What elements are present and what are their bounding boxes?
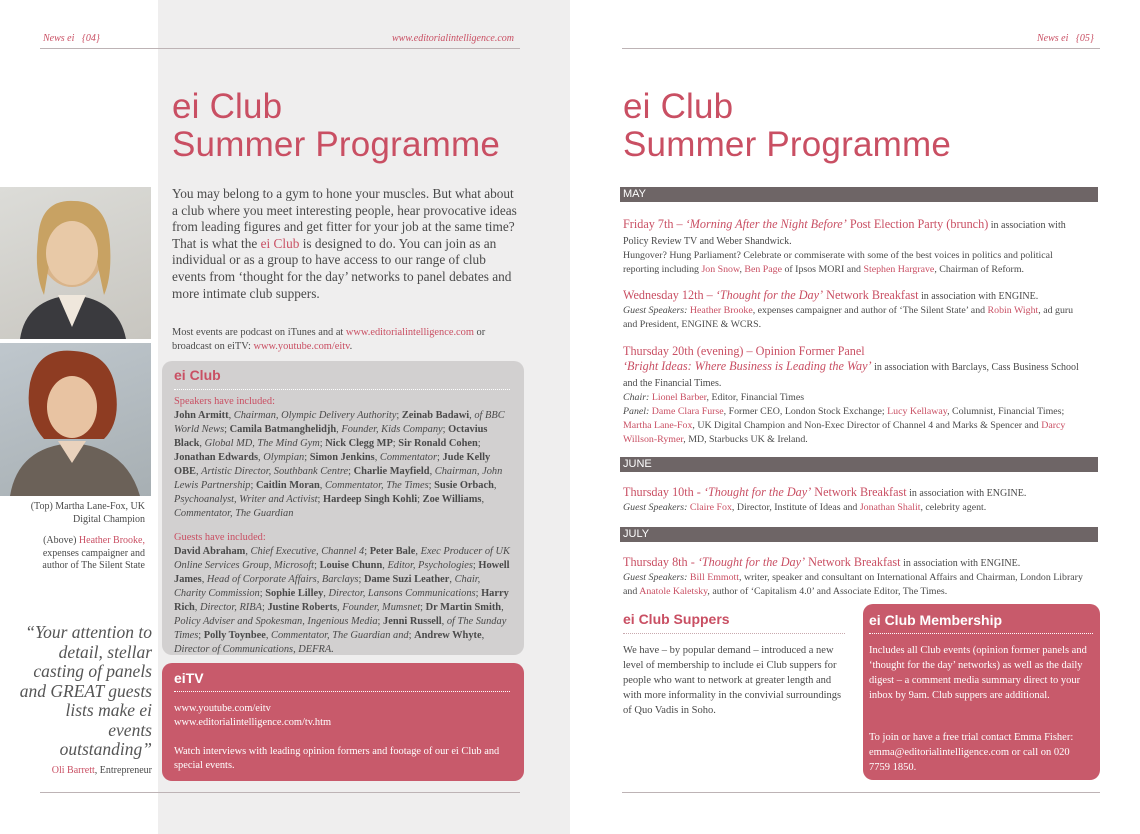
month-bar-july: JULY (620, 527, 1098, 542)
speaker-name: Ben Page (744, 264, 782, 275)
person-role: of BBC World News (174, 410, 505, 435)
podcast-note (172, 326, 522, 355)
speaker-role: , ad guru and President, ENGINE & WCRS. (623, 305, 1074, 330)
person-role: Chairman, John Lewis Partnership (174, 466, 503, 491)
speaker-name: Heather Brooke (689, 305, 753, 316)
event-association: in association with ENGINE. (918, 291, 1039, 302)
person-name: Jenni Russell (383, 616, 442, 627)
person-name: Zoe Williams (422, 494, 482, 505)
photo-martha-lane-fox (0, 187, 151, 339)
event-may-7 (623, 217, 1083, 277)
person-name: Howell James (174, 560, 510, 585)
membership-contact[interactable]: To join or have a free trial contact Emma Fisher: emma@editorialintelligence.com or call on 020 7759 1850. (869, 732, 1074, 773)
eitv-body: Watch interviews with leading opinion formers and footage of our ei Club and special events. (174, 746, 500, 771)
event-title: ‘Bright Ideas: Where Business is Leading the Way’ (623, 358, 872, 373)
speaker-name: Lucy Kellaway (887, 405, 948, 417)
speakers-section (174, 395, 514, 657)
photo-heather-brooke (0, 343, 151, 496)
speaker-name: Claire Fox (689, 502, 732, 513)
guest-speakers-label: Guest Speakers: (623, 502, 690, 513)
speaker-name: Martha Lane-Fox (623, 419, 693, 431)
event-title-rest: Network Breakfast (805, 555, 901, 569)
person-name: Nick Clegg MP (325, 438, 393, 449)
chair-label: Chair: (623, 391, 652, 403)
event-title: ‘Thought for the Day’ (715, 288, 824, 302)
speaker-role: , writer, speaker and consultant on International Affairs and Chairman, London Library and (623, 572, 1083, 597)
eitv-divider (174, 691, 510, 692)
person-role: Founder, Kids Company (341, 424, 443, 435)
person-name: Andrew Whyte (414, 630, 482, 641)
membership-divider (869, 633, 1093, 634)
podcast-text-b: or broadcast on eiTV: (172, 327, 486, 353)
intro-text-a: You may belong to a gym to hone your muscles. But what about a club where you meet interesting people, hear provocative ideas from leading figures and get fitter for your job at the same time? That is what the (172, 186, 517, 251)
person-name: John Armitt (174, 410, 229, 421)
speaker-role: , Chairman of Reform. (934, 264, 1024, 275)
quote-role: , Entrepreneur (94, 765, 152, 776)
person-role: Founder, Mumsnet (342, 602, 421, 613)
person-role: Chairman, Olympic Delivery Authority (233, 410, 397, 421)
eitv-website-link[interactable]: www.editorialintelligence.com/tv.htm (174, 717, 332, 728)
person-role: Chief Executive, Channel 4 (250, 546, 365, 557)
podcast-website-link[interactable]: www.editorialintelligence.com (345, 327, 474, 338)
event-association: in association with ENGINE. (906, 488, 1027, 499)
title-right-line-1: ei Club (623, 87, 734, 126)
caption-above (20, 535, 145, 573)
header-section: News ei (43, 33, 75, 44)
person-name: Sir Ronald Cohen (398, 438, 478, 449)
speaker-name: Dame Clara Furse (651, 405, 724, 417)
person-name: Peter Bale (369, 546, 416, 557)
guests-list: David Abraham, Chief Executive, Channel 4; Peter Bale, Exec Producer of UK Online Services Group, Microsoft; Louise Chunn, Editor, Psychologies; Howell James, Head of Corporate Affairs, Barclays; Dame Suzi Leather, Chair, Charity Commission; Sophie Lilley, Director, Lansons Communications; Harry Rich, Director, RIBA; Justine Roberts, Founder, Mumsnet; Dr Martin Smith, Policy Adviser and Spokesman, Ingenious Media; Jenni Russell, of The Sunday Times; Polly Toynbee, Commentator, The Guardian and; Andrew Whyte, Director of Communications, DEFRA. (174, 546, 510, 655)
person-name: Hardeep Singh Kohli (323, 494, 418, 505)
pull-quote: “Your attention to detail, stellar casting of panels and GREAT guests lists make ei events outstanding” (19, 622, 152, 759)
event-may-12 (623, 288, 1083, 332)
speaker-role: , Former CEO, London Stock Exchange; (723, 405, 888, 417)
person-name: Sophie Lilley (265, 588, 324, 599)
month-bar-june: JUNE (620, 457, 1098, 472)
person-name: Harry Rich (174, 588, 509, 613)
event-title-rest: Network Breakfast (811, 485, 907, 499)
left-page-header (43, 33, 100, 44)
speaker-name: Darcy Willson-Rymer (623, 419, 1066, 445)
speaker-name: Bill Emmott (689, 572, 740, 583)
speaker-name: Jon Snow (701, 264, 740, 275)
person-role: Commentator, The Guardian and (271, 630, 409, 641)
chair-role: , Editor, Financial Times (706, 391, 805, 403)
suppers-heading: ei Club Suppers (623, 611, 730, 627)
person-role: Director of Communications, DEFRA. (174, 644, 334, 655)
speaker-role: , Columnist, Financial Times; (947, 405, 1065, 417)
speaker-name: Jonathan Shalit (859, 502, 921, 513)
person-role: Chair, Charity Commission (174, 574, 481, 599)
speaker-role: , celebrity agent. (920, 502, 987, 513)
membership-body: Includes all Club events (opinion former panels and ‘thought for the day’ networks) as well as the daily digest – a comment media summary direct to your inbox by 9am. Club suppers are additional. (869, 645, 1087, 701)
event-association: in association with Policy Review TV and Weber Shandwick. (623, 220, 1066, 247)
person-name: David Abraham (174, 546, 246, 557)
event-june-10 (623, 485, 1083, 515)
quote-attribution (22, 764, 152, 778)
event-title: ‘Thought for the Day’ (697, 555, 806, 569)
speaker-role: of Ipsos MORI and (782, 264, 864, 275)
footer-rule-left (40, 792, 520, 793)
right-page-header (1037, 33, 1094, 44)
person-name: Polly Toynbee (203, 630, 266, 641)
eitv-heading: eiTV (174, 670, 204, 686)
speaker-name: Anatole Kaletsky (639, 586, 708, 597)
speaker-sep: , (739, 264, 745, 275)
chair-name: Lionel Barber (651, 391, 707, 403)
intro-text-b: is designed to do. You can join as an individual or as a group to have access to our range of club events from ‘thought for the day’ networks to panel debates and more intimate club suppers. (172, 235, 512, 301)
podcast-text-a: Most events are podcast on iTunes and at (172, 327, 346, 338)
person-role: of The Sunday Times (174, 616, 507, 641)
membership-heading: ei Club Membership (869, 612, 1003, 628)
person-role: Head of Corporate Affairs, Barclays (206, 574, 359, 585)
month-bar-may: MAY (620, 187, 1098, 202)
title-line-1: ei Club (172, 87, 283, 126)
guests-heading: Guests have included: (174, 532, 266, 543)
title-right-line-2: Summer Programme (623, 125, 951, 164)
header-rule (40, 48, 520, 49)
person-role: Olympian (263, 452, 305, 463)
person-role: Artistic Director, Southbank Centre (201, 466, 349, 477)
event-date: Wednesday 12th – (623, 288, 716, 302)
person-name: Louise Chunn (319, 560, 383, 571)
person-name: Zeinab Badawi (401, 410, 470, 421)
ei-club-box-heading: ei Club (174, 367, 221, 383)
event-title: ‘Thought for the Day’ (703, 485, 812, 499)
speaker-role: , UK Digital Champion and Non-Exec Director of Channel 4 and Marks & Spencer and (692, 419, 1042, 431)
event-date: Thursday 10th - (623, 485, 704, 499)
person-name: Charlie Mayfield (353, 466, 430, 477)
event-title: ‘Morning After the Night Before’ (685, 217, 847, 231)
membership-box (863, 604, 1100, 780)
speaker-name: Stephen Hargrave (863, 264, 935, 275)
page-title (172, 88, 562, 164)
ei-club-box-divider (174, 389, 510, 390)
person-role: Director, Lansons Communications (328, 588, 476, 599)
event-may-20 (623, 344, 1083, 447)
suppers-divider (623, 633, 845, 634)
caption-top: (Top) Martha Lane-Fox, UK Digital Champion (30, 501, 145, 525)
speaker-role: , author of ‘Capitalism 4.0’ and Associate Editor, The Times. (707, 586, 948, 597)
person-role: Editor, Psychologies (387, 560, 473, 571)
speaker-role: , MD, Starbucks UK & Ireland. (683, 433, 808, 445)
person-role: Commentator (379, 452, 438, 463)
event-title-rest: Post Election Party (brunch) (846, 217, 989, 231)
guest-speakers-label: Guest Speakers: (623, 305, 690, 316)
person-name: Justine Roberts (267, 602, 338, 613)
person-name: Octavius Black (174, 424, 488, 449)
person-role: Commentator, The Guardian (174, 508, 294, 519)
page-number-right: {05} (1075, 33, 1094, 44)
person-role: Psychoanalyst, Writer and Activist (174, 494, 318, 505)
intro-ei-club-link[interactable]: ei Club (260, 235, 300, 251)
speaker-name: Robin Wight (987, 305, 1039, 316)
speakers-heading: Speakers have included: (174, 396, 275, 407)
event-date: Friday 7th – (623, 217, 686, 231)
event-body: Hungover? Hung Parliament? Celebrate or commiserate with some of the best voices in politics and political reporting including (623, 250, 1053, 275)
person-name: Jude Kelly OBE (174, 452, 491, 477)
person-name: Camila Batmanghelidjh (229, 424, 337, 435)
person-name: Dame Suzi Leather (363, 574, 450, 585)
person-name: Caitlin Moran (256, 480, 320, 491)
person-name: Jonathan Edwards (174, 452, 259, 463)
person-role: Exec Producer of UK Online Services Group, Microsoft (174, 546, 510, 571)
caption-above-name: Heather Brooke, (78, 535, 145, 546)
person-name: Simon Jenkins (309, 452, 375, 463)
quote-author: Oli Barrett (51, 765, 95, 776)
event-association: in association with ENGINE. (900, 558, 1021, 569)
header-url[interactable]: www.editorialintelligence.com (392, 33, 515, 44)
caption-above-rest: expenses campaigner and author of The Silent State (42, 547, 145, 572)
person-role: Global MD, The Mind Gym (204, 438, 320, 449)
podcast-youtube-link[interactable]: www.youtube.com/eitv (253, 341, 350, 353)
guest-speakers-label: Guest Speakers: (623, 572, 690, 583)
page-title-right (623, 88, 1083, 164)
event-date: Thursday 20th (evening) – Opinion Former Panel (623, 344, 865, 358)
person-role: Policy Adviser and Spokesman, Ingenious Media (174, 616, 378, 627)
panel-label: Panel: (623, 405, 652, 417)
person-name: Dr Martin Smith (425, 602, 502, 613)
footer-rule-right (622, 792, 1100, 793)
event-date: Thursday 8th - (623, 555, 698, 569)
header-rule-right (622, 48, 1100, 49)
eitv-box (162, 663, 524, 781)
title-line-2: Summer Programme (172, 125, 500, 164)
speaker-role: , expenses campaigner and author of ‘The Silent State’ and (752, 305, 988, 316)
suppers-body: We have – by popular demand – introduced a new level of membership to include ei Club suppers for people who want to network at greater length and with more informality in the convivial surroundings of Quo Vadis in Soho. (623, 645, 842, 716)
podcast-text-c: . (349, 341, 353, 353)
person-role: Director, RIBA (200, 602, 262, 613)
caption-above-label: (Above) (43, 535, 79, 546)
event-july-8 (623, 555, 1083, 599)
speakers-list: John Armitt, Chairman, Olympic Delivery Authority; Zeinab Badawi, of BBC World News; Camila Batmanghelidjh, Founder, Kids Company; Octavius Black, Global MD, The Mind Gym; Nick Clegg MP; Sir Ronald Cohen; Jonathan Edwards, Olympian; Simon Jenkins, Commentator; Jude Kelly OBE, Artistic Director, Southbank Centre; Charlie Mayfield, Chairman, John Lewis Partnership; Caitlin Moran, Commentator, The Times; Susie Orbach, Psychoanalyst, Writer and Activist; Hardeep Singh Kohli; Zoe Williams, Commentator, The Guardian (174, 410, 505, 519)
speaker-role: , Director, Institute of Ideas and (731, 502, 860, 513)
event-association: in association with Barclays, Cass Business School and the Financial Times. (623, 361, 1079, 389)
page-number: {04} (81, 33, 100, 44)
person-role: Commentator, The Times (325, 480, 429, 491)
intro-paragraph (172, 186, 522, 302)
eitv-youtube-link[interactable]: www.youtube.com/eitv (174, 703, 271, 714)
header-section-right: News ei (1037, 33, 1069, 44)
person-name: Susie Orbach (434, 480, 494, 491)
event-title-rest: Network Breakfast (823, 288, 919, 302)
ei-club-box (162, 361, 524, 655)
